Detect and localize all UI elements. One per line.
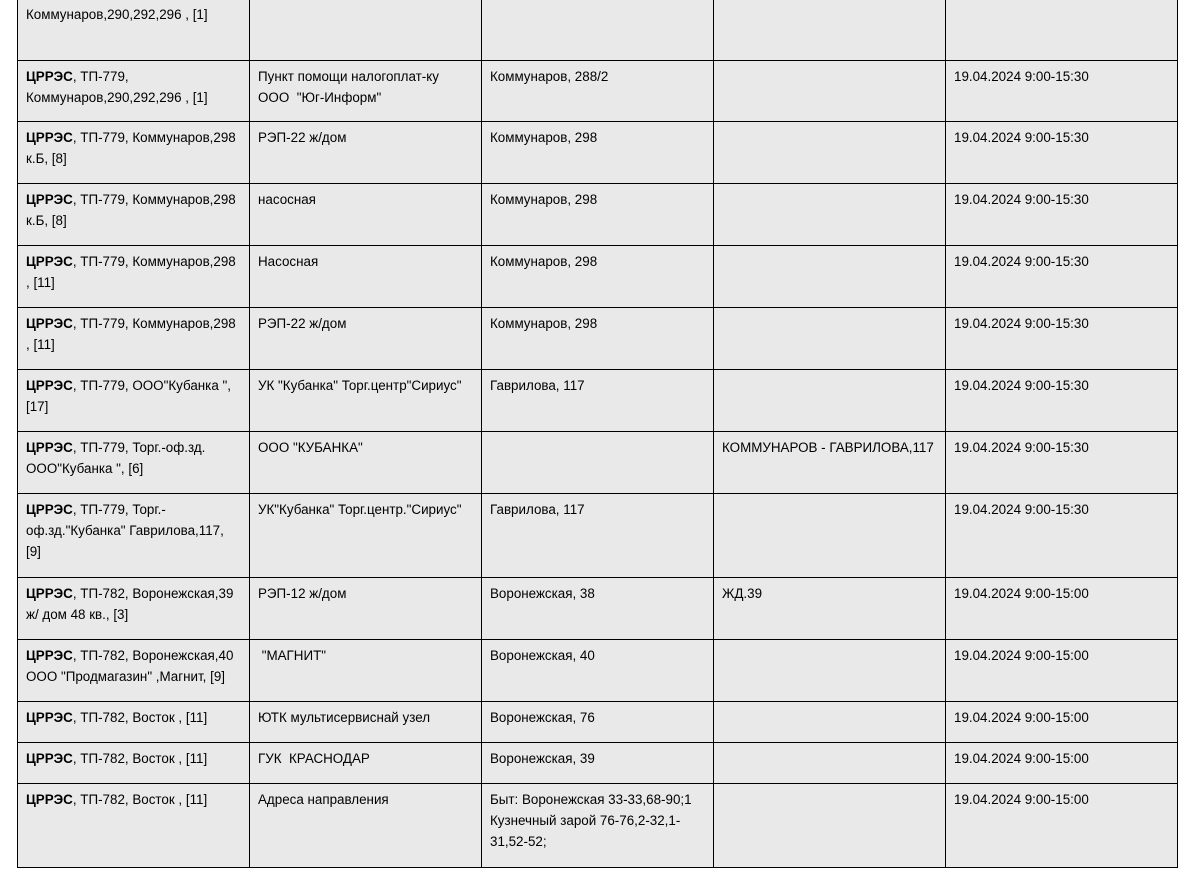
- cell-source: [18, 246, 250, 308]
- address-note: КОММУНАРОВ - ГАВРИЛОВА,117: [722, 440, 934, 455]
- cell-source: [18, 494, 250, 578]
- cell-address: [482, 122, 714, 184]
- cell-note: [714, 370, 946, 432]
- cell-datetime: [946, 432, 1178, 494]
- cell-datetime: [946, 578, 1178, 640]
- table-row: [18, 122, 1178, 184]
- consumer-address: Коммунаров, 298: [490, 254, 598, 269]
- cell-consumer: [250, 784, 482, 868]
- feeder-info: , ТП-782, Восток , [11]: [72, 792, 208, 807]
- outage-datetime: 19.04.2024 9:00-15:30: [954, 440, 1089, 455]
- cell-note: [714, 578, 946, 640]
- cell-datetime: [946, 640, 1178, 702]
- cell-address: [482, 743, 714, 784]
- consumer-name: ООО "КУБАНКА": [258, 440, 363, 455]
- cell-consumer: [250, 370, 482, 432]
- org-name: ЦРРЭС: [26, 586, 73, 601]
- table-row: [18, 370, 1178, 432]
- cell-source: [18, 743, 250, 784]
- consumer-address: Воронежская, 76: [490, 710, 595, 725]
- table-row: [18, 784, 1178, 868]
- cell-consumer: [250, 184, 482, 246]
- cell-datetime: [946, 494, 1178, 578]
- cell-note: [714, 0, 946, 61]
- feeder-info: , ТП-779, Торг.-оф.зд. ООО"Кубанка ", [6]: [26, 440, 206, 476]
- outage-table: [17, 0, 1178, 868]
- outage-datetime: 19.04.2024 9:00-15:30: [954, 502, 1089, 517]
- cell-consumer: [250, 702, 482, 743]
- cell-address: [482, 308, 714, 370]
- cell-source: [18, 122, 250, 184]
- org-name: ЦРРЭС: [26, 378, 73, 393]
- cell-consumer: [250, 246, 482, 308]
- cell-datetime: [946, 0, 1178, 61]
- outage-datetime: 19.04.2024 9:00-15:30: [954, 254, 1089, 269]
- cell-source: [18, 784, 250, 868]
- cell-consumer: [250, 432, 482, 494]
- cell-note: [714, 432, 946, 494]
- cell-note: [714, 494, 946, 578]
- org-name: ЦРРЭС: [26, 792, 73, 807]
- consumer-address: Быт: Воронежская 33-33,68-90;1 Кузнечный зарой 76-76,2-32,1-31,52-52;: [490, 792, 692, 849]
- consumer-address: Коммунаров, 288/2: [490, 69, 609, 84]
- outage-datetime: 19.04.2024 9:00-15:00: [954, 586, 1089, 601]
- feeder-info: , ТП-779, Торг.-оф.зд."Кубанка" Гаврилова,117, [9]: [26, 502, 224, 559]
- org-name: ЦРРЭС: [26, 254, 73, 269]
- cell-source: [18, 184, 250, 246]
- table-row: [18, 743, 1178, 784]
- org-name: ЦРРЭС: [26, 502, 73, 517]
- feeder-info: , ТП-782, Восток , [11]: [72, 751, 208, 766]
- cell-source: [18, 0, 250, 61]
- cell-note: [714, 784, 946, 868]
- org-name: ЦРРЭС: [26, 316, 73, 331]
- outage-datetime: 19.04.2024 9:00-15:30: [954, 378, 1089, 393]
- cell-datetime: [946, 702, 1178, 743]
- consumer-name: насосная: [258, 192, 316, 207]
- consumer-name: УК "Кубанка" Торг.центр"Сириус": [258, 378, 462, 393]
- cell-address: [482, 184, 714, 246]
- address-note: ЖД.39: [722, 586, 763, 601]
- table-row: [18, 308, 1178, 370]
- consumer-name: РЭП-12 ж/дом: [258, 586, 347, 601]
- consumer-name: ГУК КРАСНОДАР: [258, 751, 370, 766]
- cell-address: [482, 370, 714, 432]
- consumer-address: Коммунаров, 298: [490, 130, 598, 145]
- outage-datetime: 19.04.2024 9:00-15:30: [954, 69, 1089, 84]
- feeder-info: , ТП-779, Коммунаров,298 к.Б, [8]: [26, 192, 236, 228]
- cell-note: [714, 61, 946, 122]
- cell-source: [18, 432, 250, 494]
- cell-note: [714, 743, 946, 784]
- consumer-name: Пункт помощи налогоплат-ку ООО "Юг-Информ": [258, 69, 443, 105]
- table-row: [18, 246, 1178, 308]
- cell-source: [18, 640, 250, 702]
- org-name: ЦРРЭС: [26, 69, 73, 84]
- consumer-name: "МАГНИТ": [258, 648, 327, 663]
- cell-note: [714, 246, 946, 308]
- table-row: [18, 640, 1178, 702]
- feeder-info: , ТП-782, Воронежская,40 ООО "Продмагазин" ,Магнит, [9]: [26, 648, 234, 684]
- cell-consumer: [250, 743, 482, 784]
- cell-note: [714, 308, 946, 370]
- table-row: [18, 0, 1178, 61]
- cell-consumer: [250, 308, 482, 370]
- cell-datetime: [946, 122, 1178, 184]
- consumer-address: Коммунаров, 298: [490, 316, 598, 331]
- cell-consumer: [250, 61, 482, 122]
- outage-datetime: 19.04.2024 9:00-15:00: [954, 792, 1089, 807]
- consumer-name: Насосная: [258, 254, 319, 269]
- org-name: ЦРРЭС: [26, 710, 73, 725]
- cell-consumer: [250, 578, 482, 640]
- cell-note: [714, 122, 946, 184]
- cell-source: [18, 370, 250, 432]
- consumer-name: Адреса направления: [258, 792, 389, 807]
- cell-consumer: [250, 122, 482, 184]
- cell-address: [482, 494, 714, 578]
- table-row: [18, 432, 1178, 494]
- feeder-info: , ТП-779, ООО"Кубанка ", [17]: [26, 378, 231, 414]
- cell-source: [18, 61, 250, 122]
- table-body: [18, 0, 1178, 868]
- consumer-name: УК"Кубанка" Торг.центр."Сириус": [258, 502, 462, 517]
- consumer-name: ЮТК мультисервиснай узел: [258, 710, 431, 725]
- cell-source: [18, 578, 250, 640]
- feeder-info: , ТП-779, Коммунаров,298 , [11]: [26, 316, 236, 352]
- outage-datetime: 19.04.2024 9:00-15:00: [954, 710, 1089, 725]
- consumer-address: Воронежская, 38: [490, 586, 595, 601]
- cell-note: [714, 640, 946, 702]
- cell-datetime: [946, 308, 1178, 370]
- outage-datetime: 19.04.2024 9:00-15:30: [954, 316, 1089, 331]
- feeder-info: , ТП-779, Коммунаров,290,292,296 , [1]: [26, 69, 208, 105]
- org-name: ЦРРЭС: [26, 751, 73, 766]
- outage-datetime: 19.04.2024 9:00-15:30: [954, 130, 1089, 145]
- outage-datetime: 19.04.2024 9:00-15:00: [954, 648, 1089, 663]
- cell-source: [18, 308, 250, 370]
- org-name: ЦРРЭС: [26, 192, 73, 207]
- consumer-address: Воронежская, 40: [490, 648, 595, 663]
- table-row: [18, 184, 1178, 246]
- cell-address: [482, 784, 714, 868]
- org-name: ЦРРЭС: [26, 440, 73, 455]
- feeder-info: , ТП-782, Воронежская,39 ж/ дом 48 кв., [3]: [26, 586, 234, 622]
- consumer-name: РЭП-22 ж/дом: [258, 316, 347, 331]
- cell-address: [482, 578, 714, 640]
- org-name: ЦРРЭС: [26, 648, 73, 663]
- cell-address: [482, 640, 714, 702]
- feeder-info: Коммунаров,290,292,296 , [1]: [26, 7, 208, 22]
- consumer-address: Воронежская, 39: [490, 751, 595, 766]
- table-row: [18, 578, 1178, 640]
- table-row: [18, 494, 1178, 578]
- cell-datetime: [946, 246, 1178, 308]
- table-row: [18, 61, 1178, 122]
- cell-consumer: [250, 640, 482, 702]
- feeder-info: , ТП-782, Восток , [11]: [72, 710, 208, 725]
- cell-address: [482, 246, 714, 308]
- cell-address: [482, 702, 714, 743]
- cell-address: [482, 0, 714, 61]
- cell-source: [18, 702, 250, 743]
- org-name: ЦРРЭС: [26, 130, 73, 145]
- cell-consumer: [250, 0, 482, 61]
- consumer-address: Коммунаров, 298: [490, 192, 598, 207]
- cell-datetime: [946, 784, 1178, 868]
- cell-datetime: [946, 370, 1178, 432]
- cell-datetime: [946, 61, 1178, 122]
- cell-datetime: [946, 743, 1178, 784]
- feeder-info: , ТП-779, Коммунаров,298 , [11]: [26, 254, 236, 290]
- consumer-address: Гаврилова, 117: [490, 502, 585, 517]
- table-row: [18, 702, 1178, 743]
- cell-note: [714, 702, 946, 743]
- cell-consumer: [250, 494, 482, 578]
- consumer-name: РЭП-22 ж/дом: [258, 130, 347, 145]
- cell-note: [714, 184, 946, 246]
- cell-datetime: [946, 184, 1178, 246]
- outage-datetime: 19.04.2024 9:00-15:30: [954, 192, 1089, 207]
- consumer-address: Гаврилова, 117: [490, 378, 585, 393]
- cell-address: [482, 432, 714, 494]
- outage-datetime: 19.04.2024 9:00-15:00: [954, 751, 1089, 766]
- cell-address: [482, 61, 714, 122]
- feeder-info: , ТП-779, Коммунаров,298 к.Б, [8]: [26, 130, 236, 166]
